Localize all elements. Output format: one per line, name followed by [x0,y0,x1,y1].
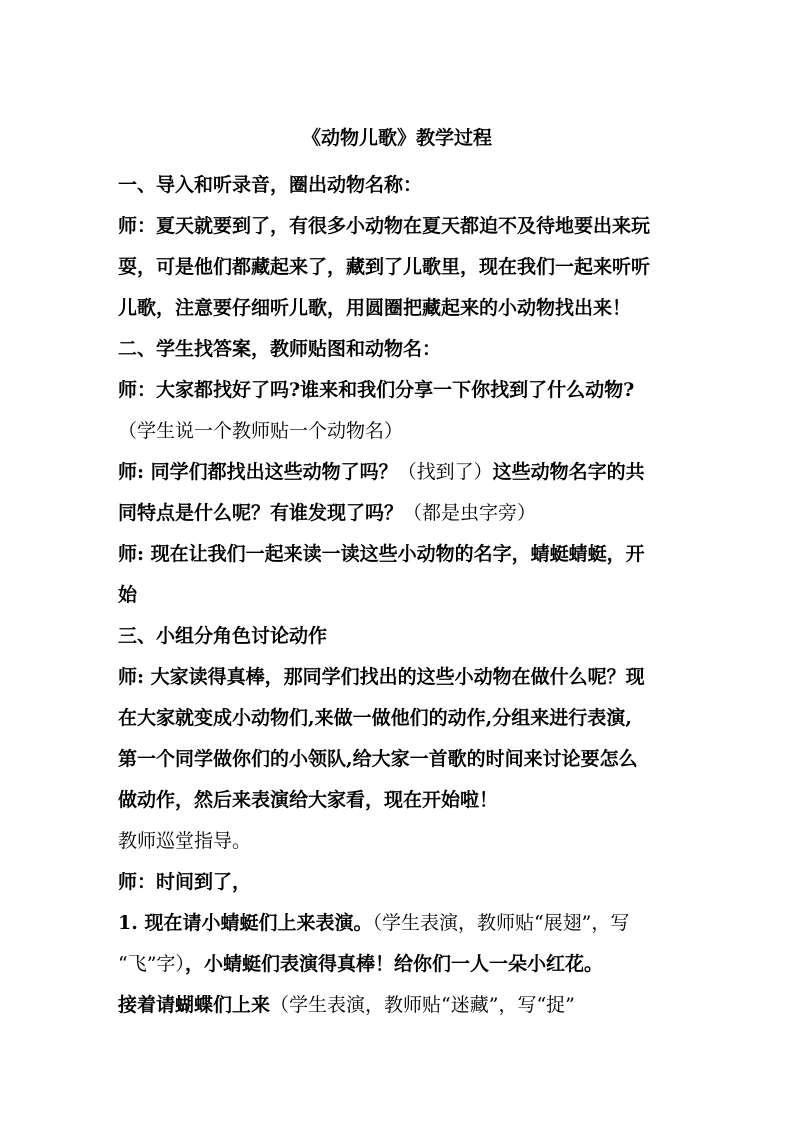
text-line [118,452,678,493]
text-line [118,616,678,657]
bold-text: 同特点是什么呢？有谁发现了吗？ [118,502,404,524]
text-line [118,206,678,247]
text-line [118,944,678,985]
bold-text: 始 [118,584,138,606]
text-line [118,329,678,370]
text-line [118,247,678,288]
normal-text: （学生表演，教师贴“展翅”，写 [372,912,630,934]
text-line [118,862,678,903]
normal-text: 教师巡堂指导。 [118,830,252,852]
text-line [118,534,678,575]
text-line [118,780,678,821]
text-line [118,657,678,698]
bold-text: 1. 现在请小蜻蜓们上来表演。 [118,912,373,934]
bold-text: 这些动物名字的共 [492,461,645,483]
bold-text: 师: 同学们都找出这些动物了吗？ [118,461,398,483]
bold-text: 师：大家都找好了吗?谁来和我们分享一下你找到了什么动物? [118,379,635,401]
bold-text: 在大家就变成小动物们,来做一做他们的动作,分组来进行表演, [118,707,632,729]
text-line [118,739,678,780]
normal-text: （学生表演，教师贴“迷藏”，写“捉” [270,994,575,1016]
text-line [118,370,678,411]
bold-text: 接着请蝴蝶们上来 [118,994,271,1016]
text-line [118,575,678,616]
text-line [118,288,678,329]
text-line [118,821,678,862]
text-line [118,493,678,534]
normal-text: （学生说一个教师贴一个动物名） [118,420,404,442]
document-body [118,165,678,1026]
bold-text: ，小蜻蜓们表演得真棒！给你们一人一朵小红花。 [184,953,603,975]
bold-text: 师: 大家读得真棒，那同学们找出的这些小动物在做什么呢？现 [118,666,645,688]
normal-text: （都是虫字旁） [403,502,537,524]
normal-text: （找到了） [397,461,493,483]
bold-text: 师：夏天就要到了，有很多小动物在夏天都迫不及待地要出来玩 [118,215,651,237]
bold-text: 儿歌，注意要仔细听儿歌，用圆圈把藏起来的小动物找出来！ [118,297,632,319]
text-line [118,698,678,739]
bold-text: 师: 现在让我们一起来读一读这些小动物的名字，蜻蜓蜻蜓，开 [118,543,645,565]
normal-text: “飞”字） [118,953,185,975]
bold-text: 第一个同学做你们的小领队,给大家一首歌的时间来讨论要怎么 [118,748,638,770]
bold-text: 耍，可是他们都藏起来了，藏到了儿歌里，现在我们一起来听听 [118,256,651,278]
bold-text: 一、导入和听录音，圈出动物名称： [118,174,423,196]
text-line [118,411,678,452]
bold-text: 三、小组分角色讨论动作 [118,625,328,647]
text-line [118,903,678,944]
bold-text: 做动作，然后来表演给大家看，现在开始啦！ [118,789,499,811]
bold-text: 二、学生找答案，教师贴图和动物名： [118,338,442,360]
bold-text: 师：时间到了， [118,871,252,893]
text-line [118,985,678,1026]
text-line [118,165,678,206]
document-title: 《动物儿歌》教学过程 [301,127,492,149]
